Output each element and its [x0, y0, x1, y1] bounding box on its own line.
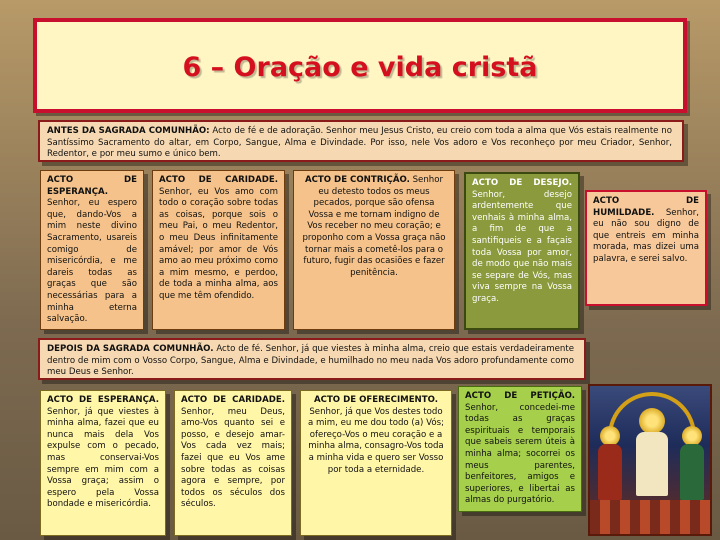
after-communion-heading: DEPOIS DA SAGRADA COMUNHÃO. [47, 344, 214, 354]
figure-left [598, 444, 622, 500]
page-title: 6 – Oração e vida cristã [182, 52, 538, 83]
floor-pattern [590, 500, 710, 534]
act-box-contricao [293, 170, 455, 330]
act-box-esperanca-2 [40, 390, 166, 536]
act-text: Senhor eu detesto todos os meus pecados, porque são ofensa Vossa e me tornam indigno de Vos receber no meu coração; e proponho com a Vossa graça não tornar mais a cometê-los para o futuro, fugir das ocasiões e fazer penitência. [302, 175, 446, 278]
figure-center [636, 432, 668, 496]
act-text: Senhor, eu Vos amo com todo o coração sobre todas as coisas, porque sois o meu Pai, o meu Redentor, o meu Deus infinitamente amável; por amor de Vós amo ao meu próximo como a mim mesmo, e perdoo, de toda a minha alma, aos que me têm ofendido. [159, 186, 278, 301]
after-communion-box [38, 338, 586, 380]
act-text: Senhor, desejo ardentemente que venhais à minha alma, a fim de que a santifiqueis e a façais toda Vossa por amor, de modo que não mais se separe de Vós, mas viva sempre na Vossa graça. [472, 189, 572, 304]
act-text: Senhor, já que Vos destes todo a mim, eu me dou todo (a) Vós; ofereço-Vos o meu coração e a minha alma, consagro-Vos toda a minha vida e quero ser Vosso por toda a eternidade. [308, 406, 444, 475]
act-heading: ACTO DE HUMILDADE. [593, 196, 699, 218]
act-heading: ACTO DE CARIDADE. [159, 175, 278, 185]
act-box-desejo [464, 172, 580, 330]
halo-left [600, 426, 620, 446]
act-text: Senhor, já que viestes à minha alma, fazei que eu nunca mais dela Vos expulse com o pecado, mas conservai-Vos sempre em mim com a Vossa graça; assim o espero pela Vossa bondade e misericórdia. [47, 406, 159, 510]
act-heading: ACTO DE CARIDADE. [181, 395, 285, 405]
act-box-esperanca-1 [40, 170, 144, 330]
act-box-oferecimento [300, 390, 452, 536]
act-heading: ACTO DE OFERECIMENTO. [313, 395, 438, 405]
act-heading: ACTO DE ESPERANÇA. [47, 175, 137, 197]
title-box [33, 18, 687, 113]
act-text: Senhor, meu Deus, amo-Vos quanto sei e posso, e desejo amar-Vos cada vez mais; fazei que eu Vos ame sobre todas as coisas agora e sempre, por todos os séculos dos séculos. [181, 406, 285, 510]
act-heading: ACTO DE PETIÇÃO. [465, 391, 575, 401]
halo-center [639, 408, 665, 434]
before-communion-text: Acto de fé e de adoração. Senhor meu Jesus Cristo, eu creio com toda a alma que Vós estais realmente no Santíssimo Sacramento do altar, em Corpo, Sangue, Alma e Divindade. Por isso, nele Vos adoro e Vos reconheço por meu Criador, Senhor, Redentor, e por meu sumo e único bem. [47, 126, 672, 160]
before-communion-box [38, 120, 684, 162]
act-heading: ACTO DE ESPERANÇA. [47, 395, 159, 405]
act-box-caridade-2 [174, 390, 292, 536]
act-box-peticao [458, 386, 582, 512]
act-box-humildade [585, 190, 707, 306]
act-text: Senhor, eu não sou digno de que entreis em minha morada, mas dizei uma palavra, e serei salvo. [593, 207, 699, 264]
halo-right [682, 426, 702, 446]
after-communion-text: Acto de fé. Senhor, já que viestes à minha alma, creio que estais verdadeiramente dentro de mim com o Vosso Corpo, Sangue, Alma e Divindade, e humilhado no meu nada Vos adoro profundamente como meu Deus e Senhor. [47, 344, 574, 378]
religious-icon-image [588, 384, 712, 536]
act-box-caridade-1 [152, 170, 285, 330]
act-heading: ACTO DE DESEJO. [472, 178, 572, 188]
before-communion-heading: ANTES DA SAGRADA COMUNHÃO: [47, 126, 210, 136]
act-text: Senhor, concedei-me todas as graças espirituais e temporais que sabeis serem úteis à minha alma; socorrei os meus parentes, benfeitores, amigos e superiores, e libertai as almas do purgatório. [465, 402, 575, 506]
figure-right [680, 444, 704, 500]
act-heading: ACTO DE CONTRIÇÃO. [304, 175, 410, 185]
act-text: Senhor, eu espero que, dando-Vos a mim neste divino Sacramento, usareis comigo de misericórdia, e me dareis todas as graças que são necessárias para a minha eterna salvação. [47, 198, 137, 325]
